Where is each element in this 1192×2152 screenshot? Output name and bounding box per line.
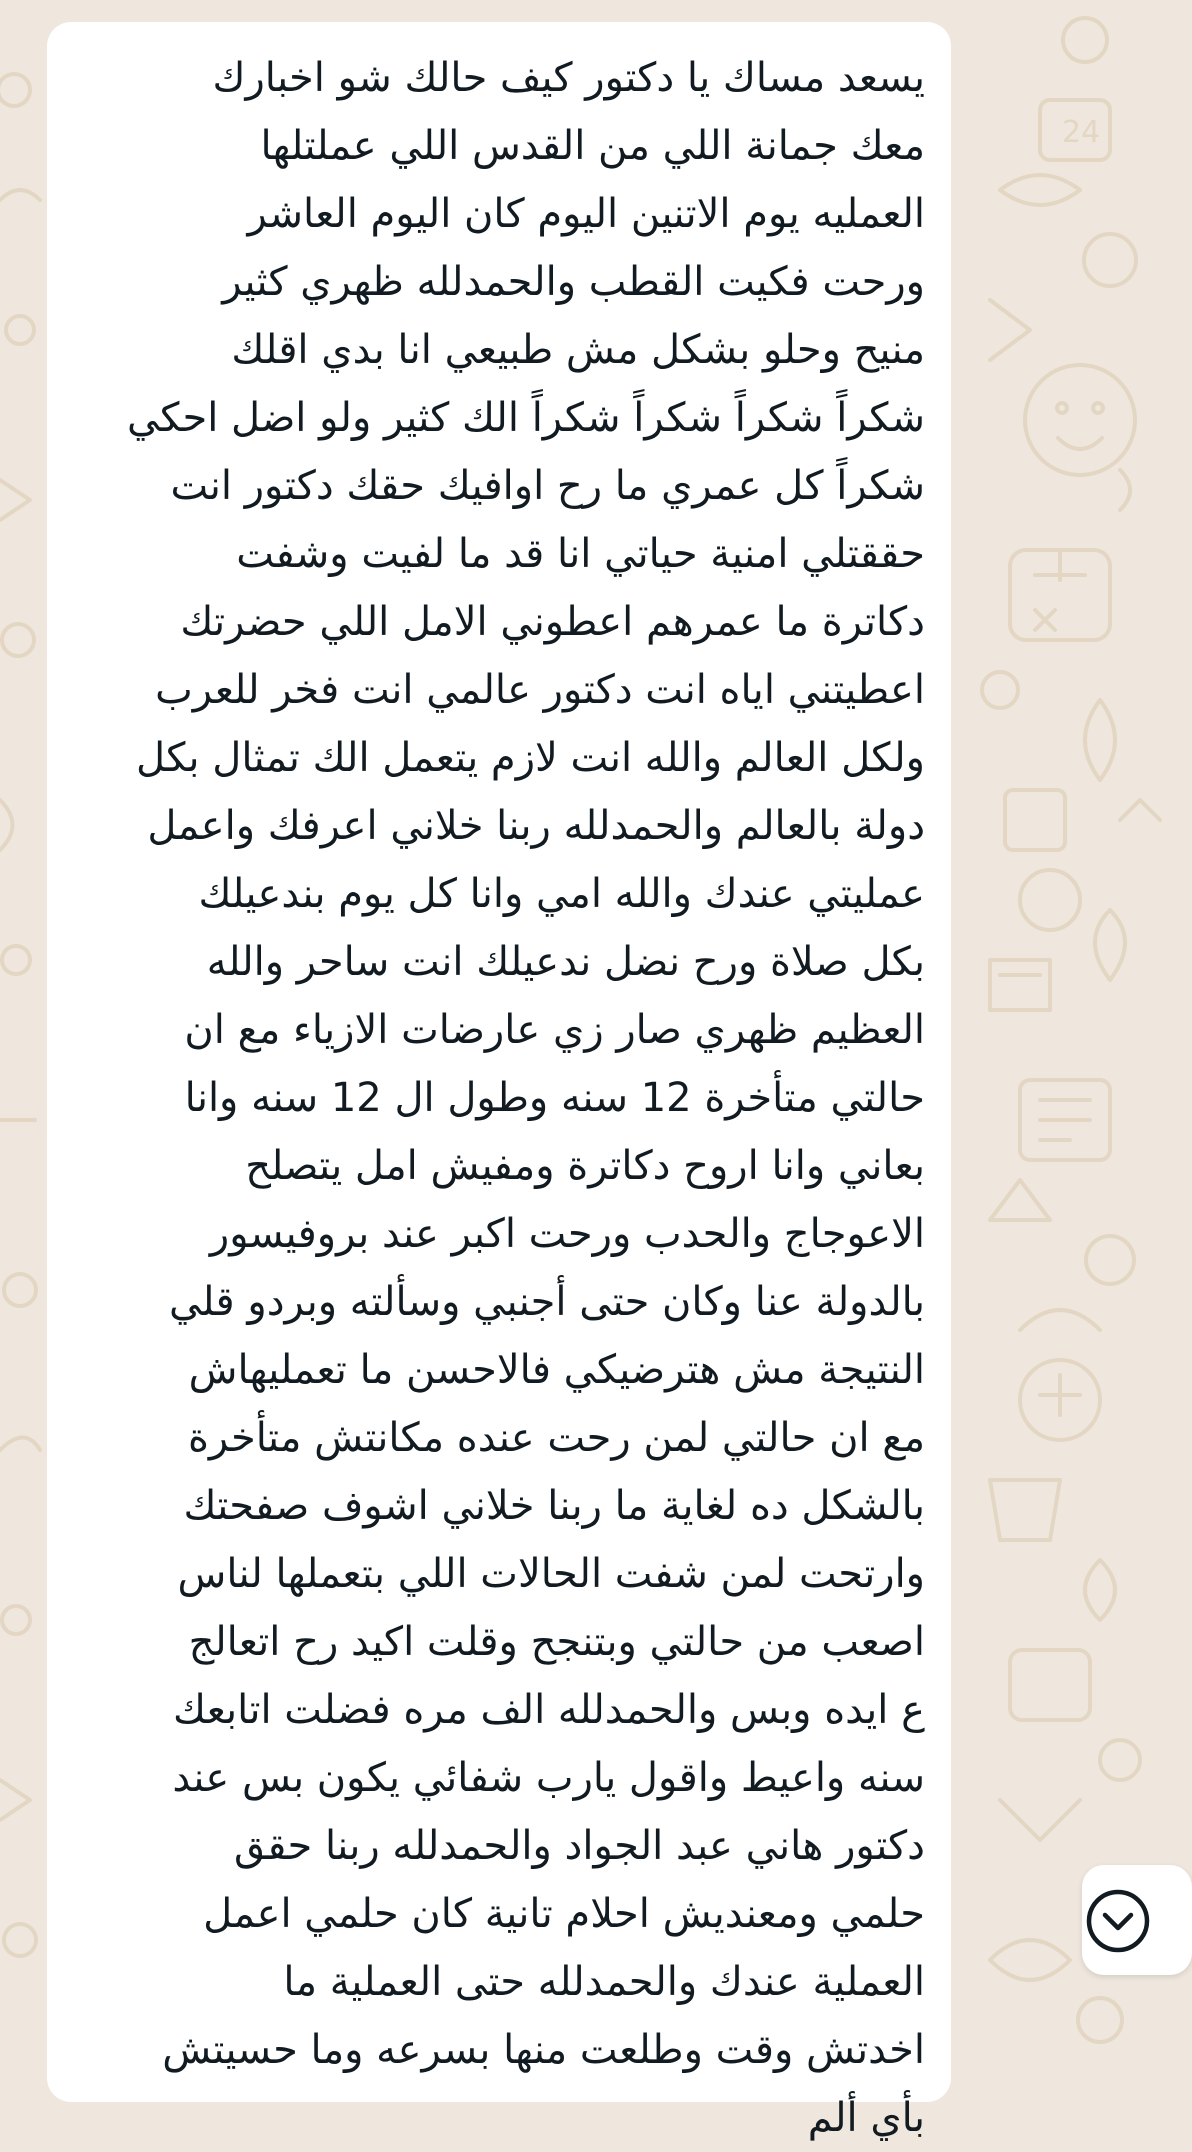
message-line: اصعب من حالتي وبتنجح وقلت اكيد رح اتعالج bbox=[188, 1619, 925, 1665]
message-line: دكتور هاني عبد الجواد والحمدلله ربنا حقق bbox=[233, 1823, 925, 1869]
message-line: ع ايده وبس والحمدلله الف مره فضلت اتابعك bbox=[172, 1687, 925, 1733]
message-line: بأي ألم bbox=[807, 2095, 925, 2141]
message-line: ورحت فكيت القطب والحمدلله ظهري كثير bbox=[222, 259, 925, 305]
message-line: حلمي ومعنديش احلام تانية كان حلمي اعمل bbox=[203, 1891, 925, 1937]
message-line: عمليتي عندك والله امي وانا كل يوم بندعيلك bbox=[198, 871, 925, 917]
svg-text:24: 24 bbox=[1062, 115, 1101, 150]
message-line: شكراً شكراً شكراً شكراً الك كثير ولو اضل احكي bbox=[127, 395, 925, 441]
message-line: يسعد مساك يا دكتور كيف حالك شو اخبارك bbox=[212, 55, 925, 101]
message-line: حالتي متأخرة 12 سنه وطول ال 12 سنه وانا bbox=[184, 1075, 925, 1121]
message-line: بالدولة عنا وكان حتى أجنبي وسألته وبردو قلي bbox=[168, 1279, 925, 1325]
message-line: سنه واعيط واقول يارب شفائي يكون بس عند bbox=[172, 1755, 925, 1801]
message-line: دولة بالعالم والحمدلله ربنا خلاني اعرفك واعمل bbox=[147, 803, 925, 849]
message-line: منيح وحلو بشكل مش طبيعي انا بدي اقلك bbox=[231, 327, 925, 373]
message-bubble[interactable] bbox=[47, 22, 951, 2141]
message-line: الاعوجاج والحدب ورحت اكبر عند بروفيسور bbox=[209, 1211, 925, 1257]
message-line: العظيم ظهري صار زي عارضات الازياء مع ان bbox=[184, 1007, 925, 1053]
message-line: حققتلي امنية حياتي انا قد ما لفيت وشفت bbox=[236, 531, 925, 577]
scroll-down-button[interactable] bbox=[1082, 1865, 1192, 1975]
message-line: دكاترة ما عمرهم اعطوني الامل اللي حضرتك bbox=[180, 599, 925, 645]
message-line: اخدتش وقت وطلعت منها بسرعه وما حسيتش bbox=[162, 2027, 925, 2073]
message-text bbox=[73, 44, 925, 2152]
message-line: النتيجة مش هترضيكي فالاحسن ما تعمليهاش bbox=[188, 1347, 925, 1393]
message-line: بالشكل ده لغاية ما ربنا خلاني اشوف صفحتك bbox=[183, 1483, 925, 1529]
message-line: شكراً كل عمري ما رح اوافيك حقك دكتور انت bbox=[170, 463, 925, 509]
message-line: بكل صلاة ورح نضل ندعيلك انت ساحر والله bbox=[206, 939, 925, 985]
message-line: معك جمانة اللي من القدس اللي عملتلها bbox=[260, 123, 925, 169]
message-line: وارتحت لمن شفت الحالات اللي بتعملها لناس bbox=[177, 1551, 925, 1597]
message-line: العمليه يوم الاتنين اليوم كان اليوم العاشر bbox=[247, 191, 925, 237]
message-line: مع ان حالتي لمن رحت عنده مكانتش متأخرة bbox=[187, 1415, 925, 1461]
message-line: اعطيتني اياه انت دكتور عالمي انت فخر للعرب bbox=[155, 667, 925, 713]
chevron-down-icon bbox=[1082, 1865, 1192, 1975]
message-line: العملية عندك والحمدلله حتى العملية ما bbox=[283, 1959, 925, 2005]
message-line: ولكل العالم والله انت لازم يتعمل الك تمثال بكل bbox=[136, 735, 925, 781]
message-line: بعاني وانا اروح دكاترة ومفيش امل يتصلح bbox=[245, 1143, 925, 1189]
